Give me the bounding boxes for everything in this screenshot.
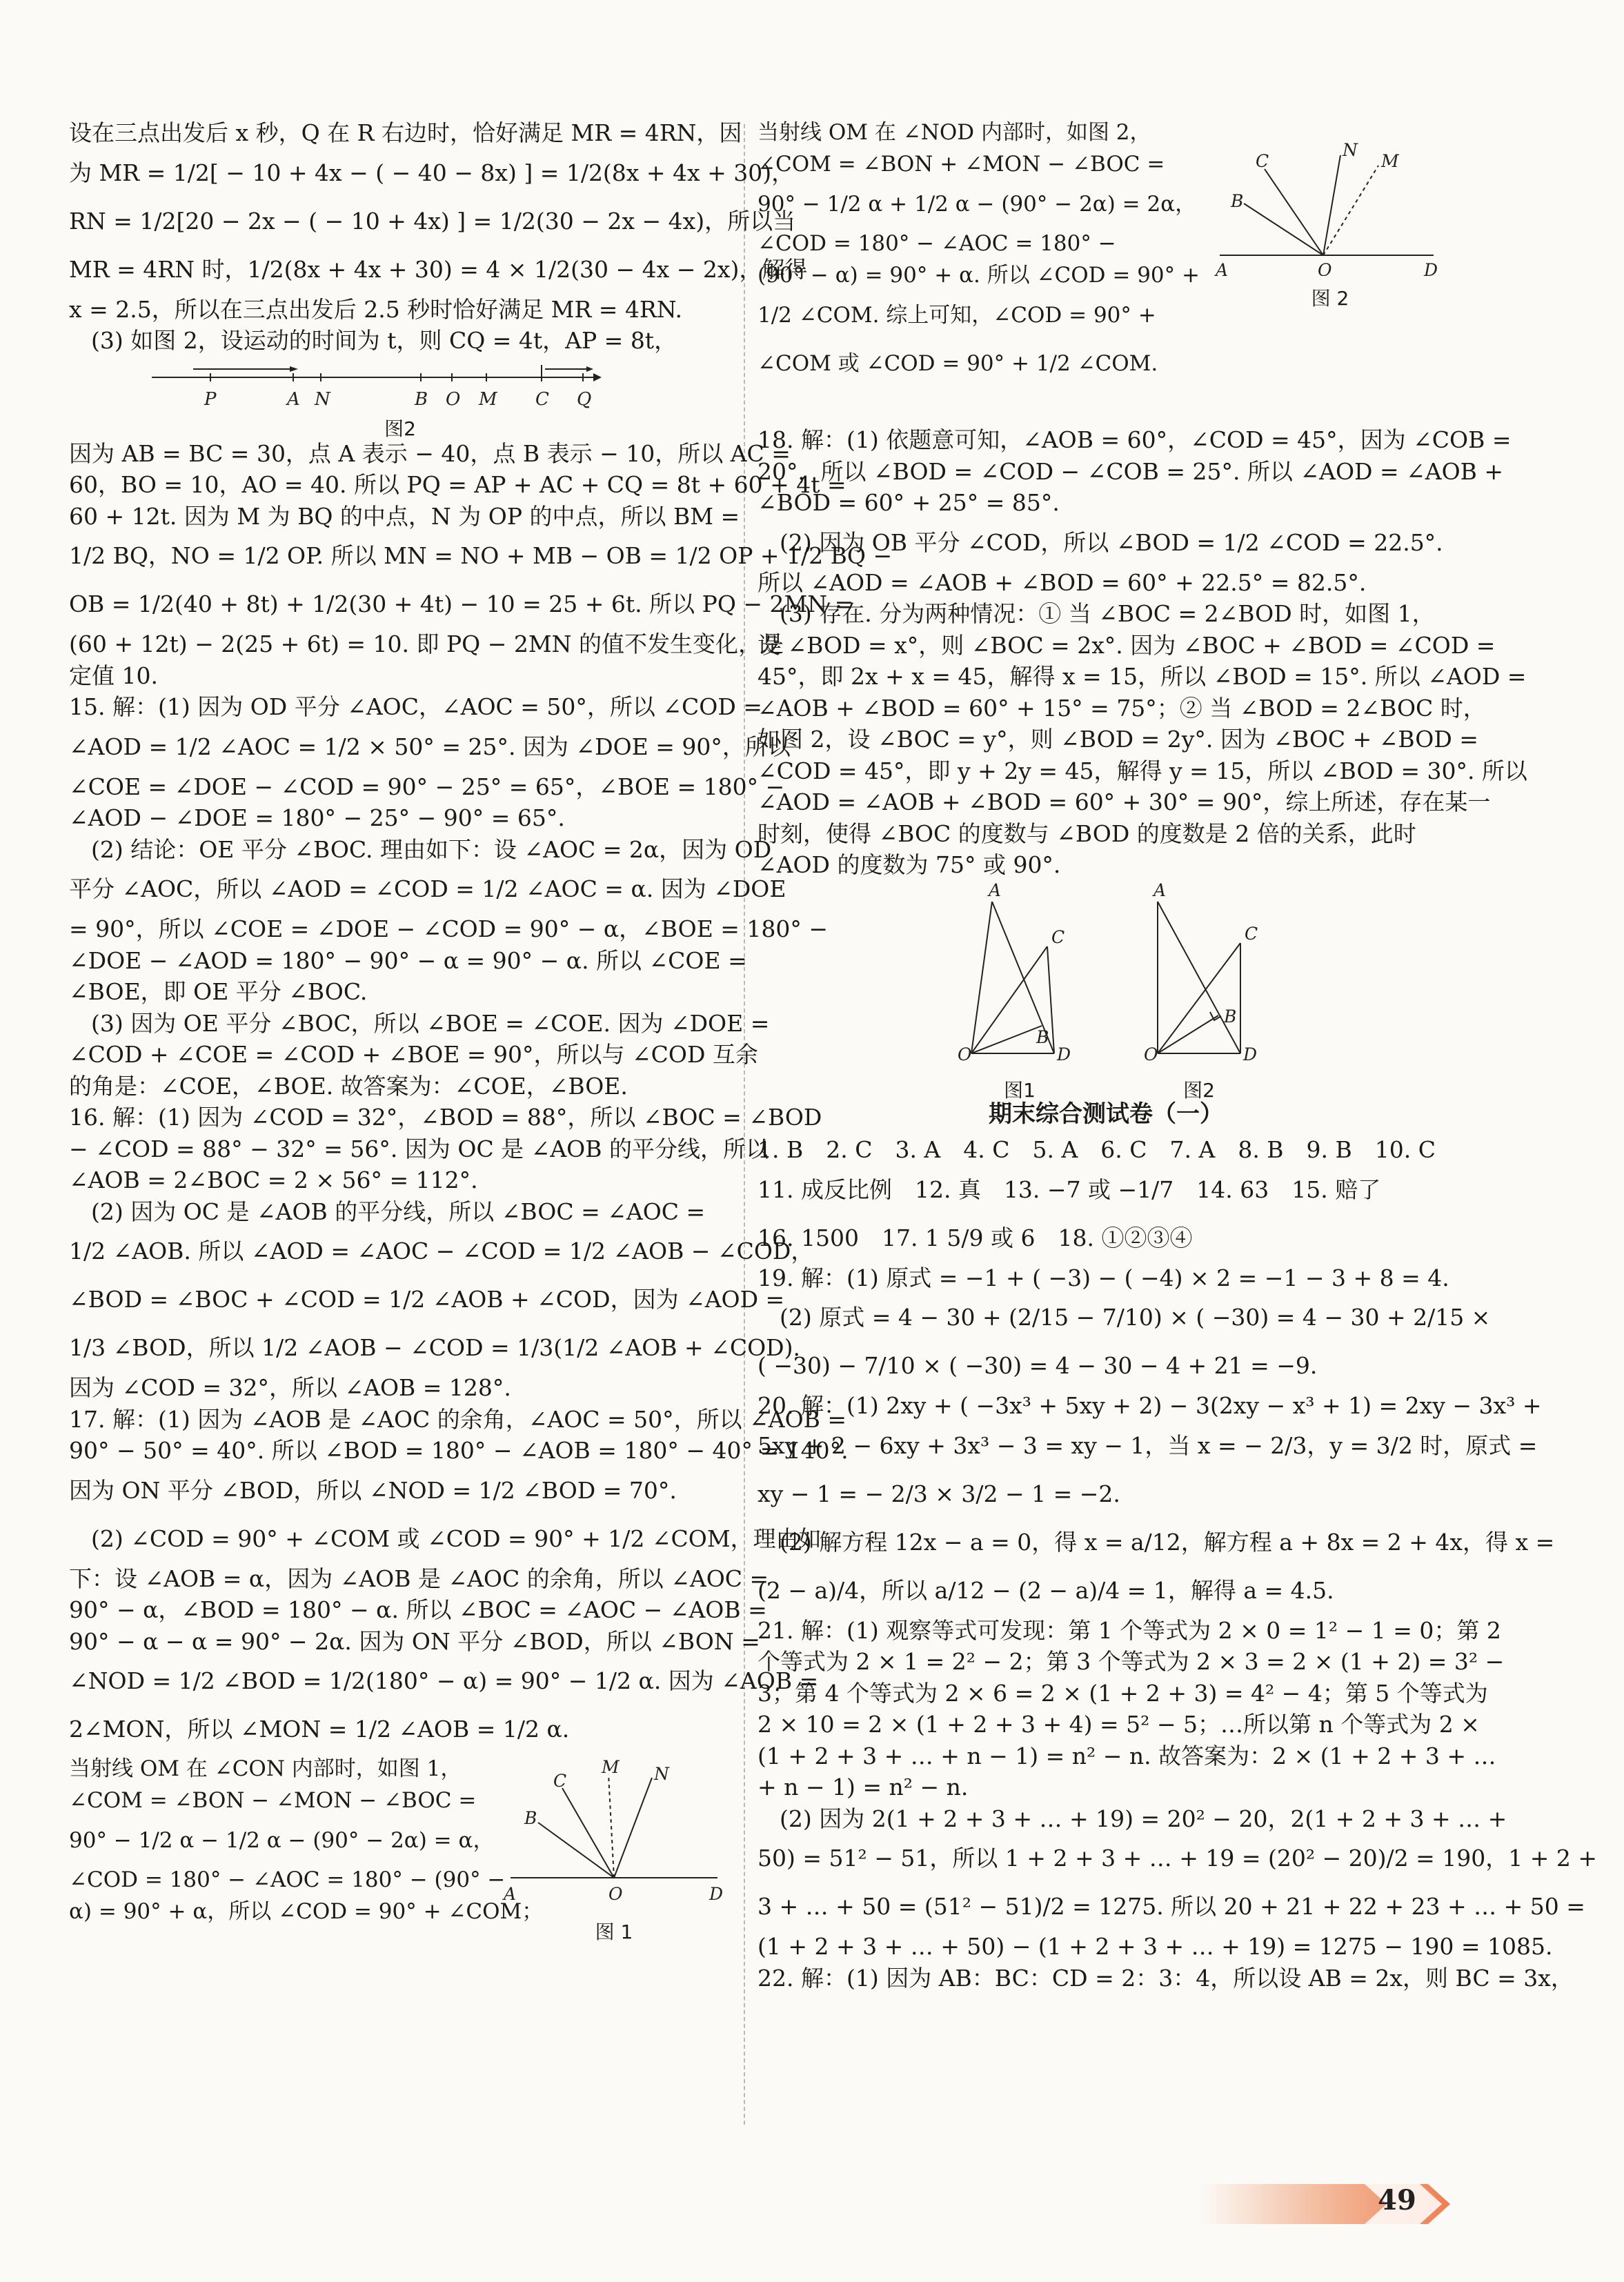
text-line: 如图 2，设 ∠BOC = y°，则 ∠BOD = 2y°. 因为 ∠BOC + ∠BOD = xyxy=(757,726,1478,753)
label-B: B xyxy=(1036,1026,1049,1047)
text-line: ∠COD = 45°，即 y + 2y = 45，解得 y = 15，所以 ∠BOD = 30°. 所以 xyxy=(757,757,1527,784)
figure-caption: 图1 xyxy=(1004,1079,1036,1102)
label-M: M xyxy=(602,1757,620,1777)
label-P: P xyxy=(204,388,217,410)
text-line: ∠COM 或 ∠COD = 90° + 1/2 ∠COM. xyxy=(757,351,1158,376)
figure-1-left xyxy=(497,1747,731,1947)
text-line: ∠COM = ∠BON + ∠MON − ∠BOC = xyxy=(757,151,1165,177)
number-line-figure xyxy=(69,357,731,438)
text-line: ∠BOE，即 OE 平分 ∠BOC. xyxy=(69,978,368,1005)
right-column xyxy=(757,117,1598,1994)
label-D: D xyxy=(1057,1044,1071,1064)
answer-line: (2) 因为 2(1 + 2 + 3 + … + 19) = 20² − 20，2(1 + 2 + 3 + … + xyxy=(780,1805,1507,1832)
text-line: 时刻，使得 ∠BOC 的度数与 ∠BOD 的度数是 2 倍的关系，此时 xyxy=(757,820,1416,847)
text-line: (60 + 12t) − 2(25 + 6t) = 10. 即 PQ − 2MN 的值不发生变化，是 xyxy=(69,631,784,657)
label-M: M xyxy=(1381,151,1399,171)
triangle-figures xyxy=(757,880,1454,1102)
text-line: ∠COE = ∠DOE − ∠COD = 90° − 25° = 65°，∠BOE = 180° − xyxy=(69,773,785,800)
answer-line: 50) = 51² − 51，所以 1 + 2 + 3 + … + 19 = (20² − 20)/2 = 190，1 + 2 + xyxy=(757,1845,1598,1872)
exam-title: 期末综合测试卷（一） xyxy=(989,1100,1223,1128)
text-line: 20°，所以 ∠BOD = ∠COD − ∠COB = 25°. 所以 ∠AOD = ∠AOB + xyxy=(757,457,1504,485)
angle-diagram-fig1 xyxy=(497,1747,731,1912)
label-C: C xyxy=(1256,151,1269,171)
label-N: N xyxy=(1343,140,1358,160)
angle-diagram-fig2 xyxy=(1213,138,1447,276)
text-line: 所以 ∠AOD = ∠AOB + ∠BOD = 60° + 22.5° = 82.5°. xyxy=(757,568,1367,596)
label-C: C xyxy=(1051,926,1065,947)
text-line: ∠COD = 180° − ∠AOC = 180° − xyxy=(757,231,1116,256)
text-line: ∠BOD = 60° + 25° = 85°. xyxy=(757,489,1060,516)
text-line: 设在三点出发后 x 秒，Q 在 R 右边时，恰好满足 MR = 4RN，因 xyxy=(69,119,742,146)
text-line: 因为 ∠COD = 32°，所以 ∠AOB = 128°. xyxy=(69,1374,511,1401)
text-line: x = 2.5，所以在三点出发后 2.5 秒时恰好满足 MR = 4RN. xyxy=(69,295,683,323)
label-O: O xyxy=(1144,1044,1158,1064)
text-line: 1/2 ∠COM. 综上可知，∠COD = 90° + xyxy=(757,303,1156,328)
label-B: B xyxy=(1224,1006,1237,1026)
label-C: C xyxy=(553,1771,567,1791)
right-top-text xyxy=(757,117,1199,388)
text-line: (3) 存在. 分为两种情况：① 当 ∠BOC = 2∠BOD 时，如图 1， xyxy=(780,600,1435,627)
answer-line: (2) 原式 = 4 − 30 + (2/15 − 7/10) × ( −30) = 4 − 30 + 2/15 × xyxy=(780,1304,1491,1331)
text-line: (2) 结论：OE 平分 ∠BOC. 理由如下：设 ∠AOC = 2α，因为 OD xyxy=(91,835,772,863)
answer-line: 16. 1500 17. 1 5/9 或 6 18. ①②③④ xyxy=(757,1224,1193,1251)
figure-caption: 图 2 xyxy=(1311,286,1349,310)
text-line: ∠AOD = ∠AOB + ∠BOD = 60° + 30° = 90°，综上所述，存在某一 xyxy=(757,788,1491,815)
label-Q: Q xyxy=(577,388,592,410)
text-line: 2∠MON，所以 ∠MON = 1/2 ∠AOB = 1/2 α. xyxy=(69,1716,570,1743)
label-B: B xyxy=(415,388,428,410)
label-A: A xyxy=(1216,260,1229,276)
text-line: ∠COM = ∠BON − ∠MON − ∠BOC = xyxy=(69,1787,477,1813)
text-line: 当射线 OM 在 ∠CON 内部时，如图 1， xyxy=(69,1756,462,1781)
text-line: − ∠COD = 88° − 32° = 56°. 因为 OC 是 ∠AOB 的平分线，所以 xyxy=(69,1135,769,1162)
figure-caption: 图2 xyxy=(1183,1079,1215,1102)
label-N: N xyxy=(654,1764,669,1784)
left-bottom-text xyxy=(69,1754,544,1927)
label-B: B xyxy=(524,1808,537,1828)
text-line: 90° − α，∠BOD = 180° − α. 所以 ∠BOC = ∠AOC − ∠AOB = xyxy=(69,1596,767,1623)
answer-line: 22. 解：(1) 因为 AB：BC：CD = 2：3：4，所以设 AB = 2x，则 BC = 3x， xyxy=(757,1964,1574,1992)
label-B: B xyxy=(1231,191,1244,211)
text-line: 18. 解：(1) 依题意可知，∠AOB = 60°，∠COD = 45°，因为 ∠COB = xyxy=(757,426,1512,453)
text-line: 60，BO = 10，AO = 40. 所以 PQ = AP + AC + CQ = 8t + 60 + 4t = xyxy=(69,471,846,498)
text-line: 90° − α − α = 90° − 2α. 因为 ON 平分 ∠BOD，所以 ∠BON = xyxy=(69,1627,760,1655)
text-line: 因为 AB = BC = 30，点 A 表示 − 40，点 B 表示 − 10，所以 AC = xyxy=(69,439,791,467)
figure-caption: 图 1 xyxy=(595,1920,633,1943)
text-line: 60 + 12t. 因为 M 为 BQ 的中点，N 为 OP 的中点，所以 BM = xyxy=(69,502,740,530)
text-line: ∠AOB + ∠BOD = 60° + 15° = 75°；② 当 ∠BOD = 2∠BOC 时， xyxy=(757,694,1486,722)
right-top-block xyxy=(757,117,1454,424)
label-C: C xyxy=(535,388,549,410)
answer-line: (2 − a)/4，所以 a/12 − (2 − a)/4 = 1，解得 a = 4.5. xyxy=(757,1576,1334,1604)
label-N: N xyxy=(315,388,330,410)
answer-line: 5xy + 2 − 6xy + 3x³ − 3 = xy − 1，当 x = − 2/3，y = 3/2 时，原式 = xyxy=(757,1431,1538,1459)
text-line: 下：设 ∠AOB = α，因为 ∠AOB 是 ∠AOC 的余角，所以 ∠AOC = xyxy=(69,1565,769,1592)
text-line: 因为 ON 平分 ∠BOD，所以 ∠NOD = 1/2 ∠BOD = 70°. xyxy=(69,1476,677,1504)
text-line: ∠COD + ∠COE = ∠COD + ∠BOE = 90°，所以与 ∠COD 互余 xyxy=(69,1041,758,1068)
text-line: ∠BOD = ∠BOC + ∠COD = 1/2 ∠AOB + ∠COD，因为 ∠AOD = xyxy=(69,1286,785,1313)
text-line: (2) 因为 OB 平分 ∠COD，所以 ∠BOD = 1/2 ∠COD = 22.5°. xyxy=(780,528,1443,556)
text-line: 45°，即 2x + x = 45，解得 x = 15，所以 ∠BOD = 15°. 所以 ∠AOD = xyxy=(757,663,1527,690)
text-line: 当射线 OM 在 ∠NOD 内部时，如图 2， xyxy=(757,120,1151,145)
text-line: α) = 90° + α，所以 ∠COD = 90° + ∠COM； xyxy=(69,1898,544,1924)
label-M: M xyxy=(479,388,497,410)
page-number: 49 xyxy=(1378,2184,1416,2216)
answer-line: + n − 1) = n² − n. xyxy=(757,1774,969,1800)
label-O: O xyxy=(446,388,461,410)
text-line: OB = 1/2(40 + 8t) + 1/2(30 + 4t) − 10 = 25 + 6t. 所以 PQ − 2MN = xyxy=(69,591,854,617)
text-line: (3) 如图 2，设运动的时间为 t，则 CQ = 4t，AP = 8t， xyxy=(91,327,677,354)
label-D: D xyxy=(709,1884,724,1904)
left-bottom-block xyxy=(69,1754,731,1961)
number-line-diagram xyxy=(69,357,731,413)
text-line: (3) 因为 OE 平分 ∠BOC，所以 ∠BOE = ∠COE. 因为 ∠DOE = xyxy=(91,1009,770,1037)
label-O: O xyxy=(608,1884,623,1904)
answer-line: 3；第 4 个等式为 2 × 6 = 2 × (1 + 2 + 3) = 4² − 4；第 5 个等式为 xyxy=(757,1679,1488,1707)
text-line: ∠COD = 180° − ∠AOC = 180° − (90° − xyxy=(69,1867,506,1892)
answer-line: 3 + … + 50 = (51² − 51)/2 = 1275. 所以 20 + 21 + 22 + 23 + … + 50 = xyxy=(757,1893,1585,1920)
text-line: 1/3 ∠BOD，所以 1/2 ∠AOB − ∠COD = 1/3(1/2 ∠AOB + ∠COD). xyxy=(69,1334,800,1361)
answer-line: 11. 成反比例 12. 真 13. −7 或 −1/7 14. 63 15. 赔了 xyxy=(757,1175,1381,1203)
figure-2-right xyxy=(1213,138,1447,314)
label-C: C xyxy=(1245,923,1258,944)
answer-line: ( −30) − 7/10 × ( −30) = 4 − 30 − 4 + 21 = −9. xyxy=(757,1352,1318,1379)
text-line: 90° − 1/2 α − 1/2 α − (90° − 2α) = α， xyxy=(69,1828,495,1853)
triangle-figure-2 xyxy=(1137,881,1289,1107)
label-A: A xyxy=(504,1884,517,1904)
text-line: 定值 10. xyxy=(69,662,158,689)
label-O: O xyxy=(958,1044,972,1064)
answer-line: (1 + 2 + 3 + … + n − 1) = n² − n. 故答案为：2 × (1 + 2 + 3 + … xyxy=(757,1742,1496,1769)
text-line: ∠AOD − ∠DOE = 180° − 25° − 90° = 65°. xyxy=(69,804,565,831)
text-line: 15. 解：(1) 因为 OD 平分 ∠AOC，∠AOC = 50°，所以 ∠COD = xyxy=(69,693,762,720)
text-line: RN = 1/2[20 − 2x − ( − 10 + 4x) ] = 1/2(30 − 2x − 4x)，所以当 xyxy=(69,207,796,235)
answer-line: 1. B 2. C 3. A 4. C 5. A 6. C 7. A 8. B 9. B 10. C xyxy=(757,1136,1436,1163)
label-A: A xyxy=(1153,880,1167,900)
text-line: MR = 4RN 时，1/2(8x + 4x + 30) = 4 × 1/2(30 − 4x − 2x)，解得 xyxy=(69,255,808,283)
text-line: ∠AOB = 2∠BOC = 2 × 56° = 112°. xyxy=(69,1167,478,1193)
answer-line: 19. 解：(1) 原式 = −1 + ( −3) − ( −4) × 2 = −1 − 3 + 8 = 4. xyxy=(757,1264,1449,1291)
label-D: D xyxy=(1243,1044,1258,1064)
text-line: ∠AOD 的度数为 75° 或 90°. xyxy=(757,851,1061,878)
triangle-diagram-2 xyxy=(1137,881,1289,1067)
text-line: 17. 解：(1) 因为 ∠AOB 是 ∠AOC 的余角，∠AOC = 50°，所以 ∠AOB = xyxy=(69,1405,847,1433)
label-A: A xyxy=(287,388,300,410)
text-line: 为 MR = 1/2[ − 10 + 4x − ( − 40 − 8x) ] = 1/2(8x + 4x + 30)， xyxy=(69,159,795,186)
text-line: ∠AOD = 1/2 ∠AOC = 1/2 × 50° = 25°. 因为 ∠DOE = 90°，所以 xyxy=(69,733,791,760)
page-number-tab xyxy=(1200,2180,1463,2228)
answer-line: 21. 解：(1) 观察等式可发现：第 1 个等式为 2 × 0 = 1² − 1 = 0；第 2 xyxy=(757,1616,1501,1644)
text-line: 的角是：∠COE，∠BOE. 故答案为：∠COE，∠BOE. xyxy=(69,1072,628,1100)
answer-line: 2 × 10 = 2 × (1 + 2 + 3 + 4) = 5² − 5；…所以第 n 个等式为 2 × xyxy=(757,1711,1480,1738)
text-line: (2) 因为 OC 是 ∠AOB 的平分线，所以 ∠BOC = ∠AOC = xyxy=(91,1198,706,1225)
text-line: = 90°，所以 ∠COE = ∠DOE − ∠COD = 90° − α，∠BOE = 180° − xyxy=(69,915,829,942)
triangle-diagram-1 xyxy=(951,881,1089,1067)
text-line: 16. 解：(1) 因为 ∠COD = 32°，∠BOD = 88°，所以 ∠BOC = ∠BOD xyxy=(69,1104,822,1131)
answer-line: (1 + 2 + 3 + … + 50) − (1 + 2 + 3 + … + 19) = 1275 − 190 = 1085. xyxy=(757,1933,1553,1960)
text-line: 90° − 50° = 40°. 所以 ∠BOD = 180° − ∠AOB = 180° − 40° = 140°. xyxy=(69,1437,849,1464)
answer-line: (2) 解方程 12x − a = 0，得 x = a/12，解方程 a + 8x = 2 + 4x，得 x = xyxy=(780,1528,1555,1556)
text-line: 设 ∠BOD = x°，则 ∠BOC = 2x°. 因为 ∠BOC + ∠BOD = ∠COD = xyxy=(757,631,1496,659)
answer-line: 个等式为 2 × 1 = 2² − 2；第 3 个等式为 2 × 3 = 2 × (1 + 2) = 3² − xyxy=(757,1648,1505,1675)
label-D: D xyxy=(1424,260,1438,276)
text-line: ∠DOE − ∠AOD = 180° − 90° − α = 90° − α. 所以 ∠COE = xyxy=(69,946,747,974)
text-line: ∠NOD = 1/2 ∠BOD = 1/2(180° − α) = 90° − 1/2 α. 因为 ∠AOB = xyxy=(69,1667,819,1694)
answer-line: xy − 1 = − 2/3 × 3/2 − 1 = −2. xyxy=(757,1480,1120,1507)
text-line: 1/2 ∠AOB. 所以 ∠AOD = ∠AOC − ∠COD = 1/2 ∠AOB − ∠COD， xyxy=(69,1238,814,1264)
text-line: 90° − 1/2 α + 1/2 α − (90° − 2α) = 2α， xyxy=(757,192,1197,217)
answer-line: 20. 解：(1) 2xy + ( −3x³ + 5xy + 2) − 3(2xy − x³ + 1) = 2xy − 3x³ + xyxy=(757,1392,1542,1419)
text-line: (90° − α) = 90° + α. 所以 ∠COD = 90° + xyxy=(757,262,1200,288)
text-line: (2) ∠COD = 90° + ∠COM 或 ∠COD = 90° + 1/2 ∠COM，理由如 xyxy=(91,1525,822,1552)
label-A: A xyxy=(989,880,1002,900)
text-line: 平分 ∠AOC，所以 ∠AOD = ∠COD = 1/2 ∠AOC = α. 因为 ∠DOE xyxy=(69,875,786,902)
triangle-figure-1 xyxy=(951,881,1089,1107)
text-line: 1/2 BQ，NO = 1/2 OP. 所以 MN = NO + MB − OB = 1/2 OP + 1/2 BQ − xyxy=(69,542,893,569)
figure-caption: 图2 xyxy=(384,417,416,440)
label-O: O xyxy=(1318,260,1332,276)
